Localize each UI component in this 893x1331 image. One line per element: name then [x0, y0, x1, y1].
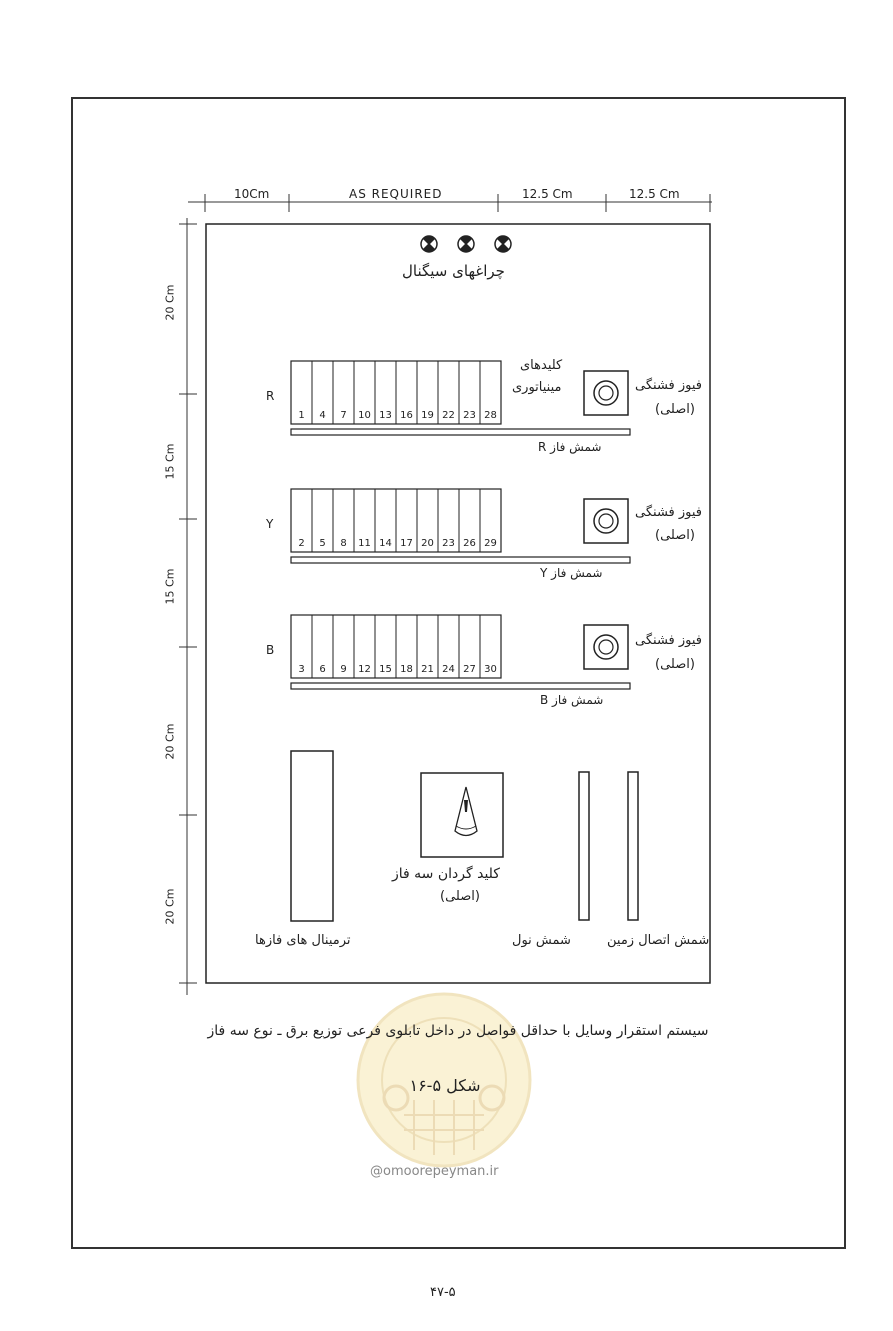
breaker-number: 28 — [484, 410, 497, 421]
breaker-number: 30 — [484, 664, 497, 675]
phase-busbar — [291, 557, 630, 563]
breaker-number: 19 — [421, 410, 434, 421]
fuse-label: فیوز فشنگی — [635, 378, 703, 393]
breaker-number: 13 — [379, 410, 392, 421]
phase-row-label: B — [266, 643, 275, 657]
breaker-number: 26 — [463, 538, 476, 549]
busbar-label: شمش فاز B — [540, 693, 604, 707]
dim-label: 20 Cm — [163, 723, 177, 760]
breaker-row — [291, 489, 630, 563]
phase-terminals-label: ترمینال های فازها — [255, 933, 351, 948]
signal-lamps-label: چراغهای سیگنال — [402, 262, 505, 280]
breaker-number: 11 — [358, 538, 371, 549]
breaker-row — [291, 615, 630, 689]
neutral-busbar-label: شمش نول — [512, 933, 571, 948]
earth-busbar — [628, 772, 638, 920]
fuse-label: (اصلی) — [655, 528, 695, 543]
fuse-label: فیوز فشنگی — [635, 505, 703, 520]
dim-label: 12.5 Cm — [629, 187, 680, 201]
lamp-icon — [495, 236, 511, 252]
breaker-number: 17 — [400, 538, 413, 549]
breaker-number: 16 — [400, 410, 413, 421]
breaker-number: 8 — [340, 538, 347, 549]
busbar-label: شمش فاز R — [538, 440, 602, 454]
rotary-switch-box — [421, 773, 503, 857]
breaker-number: 6 — [319, 664, 326, 675]
breaker-number: 1 — [298, 410, 305, 421]
phase-row-label: R — [266, 389, 275, 403]
neutral-busbar — [579, 772, 589, 920]
phase-busbar — [291, 429, 630, 435]
fuse-icon-inner — [599, 386, 613, 400]
breaker-number: 5 — [319, 538, 326, 549]
breaker-row — [291, 361, 630, 435]
breaker-number: 12 — [358, 664, 371, 675]
breaker-number: 27 — [463, 664, 476, 675]
dim-label: 20 Cm — [163, 888, 177, 925]
breaker-number: 22 — [442, 410, 455, 421]
busbar-label: شمش فاز Y — [540, 566, 603, 580]
fuse-box — [584, 371, 628, 415]
figure-number: شکل ۵-۱۶ — [409, 1076, 481, 1095]
fuse-label: (اصلی) — [655, 402, 695, 417]
breaker-number: 7 — [340, 410, 347, 421]
breaker-number: 20 — [421, 538, 434, 549]
breakers-label: مینیاتوری — [512, 380, 562, 395]
figure-caption: سیستم استقرار وسایل با حداقل فواصل در داخل تابلوی فرعی توزیع برق ـ نوع سه فاز — [207, 1023, 709, 1039]
earth-busbar-label: شمش اتصال زمین — [607, 933, 710, 948]
fuse-label: فیوز فشنگی — [635, 633, 703, 648]
lamp-icon — [458, 236, 474, 252]
rotary-switch-label: کلید گردان سه فاز — [392, 866, 500, 882]
breaker-number: 18 — [400, 664, 413, 675]
breaker-number: 21 — [421, 664, 434, 675]
breaker-number: 23 — [442, 538, 455, 549]
signal-lamps — [421, 236, 511, 252]
breaker-number: 10 — [358, 410, 371, 421]
breaker-number: 29 — [484, 538, 497, 549]
phase-row-label: Y — [266, 517, 274, 531]
dim-label: 12.5 Cm — [522, 187, 573, 201]
breaker-number: 4 — [319, 410, 326, 421]
breaker-number: 24 — [442, 664, 455, 675]
rotary-switch-label: (اصلی) — [440, 889, 480, 904]
fuse-box — [584, 625, 628, 669]
phase-terminal-block — [291, 751, 333, 921]
dim-label: 15 Cm — [163, 443, 177, 480]
breakers-label: کلیدهای — [520, 358, 563, 373]
watermark-url: @omoorepeyman.ir — [370, 1164, 499, 1179]
breaker-number: 15 — [379, 664, 392, 675]
dim-label: 15 Cm — [163, 568, 177, 605]
breaker-rows — [291, 361, 630, 689]
fuse-icon — [594, 635, 618, 659]
dim-label: AS REQUIRED — [349, 187, 443, 201]
breaker-number: 2 — [298, 538, 305, 549]
fuse-box — [584, 499, 628, 543]
page-number: ۴۷-۵ — [430, 1285, 456, 1300]
phase-busbar — [291, 683, 630, 689]
rotary-switch-knob-icon — [455, 787, 477, 836]
fuse-icon-inner — [599, 640, 613, 654]
dim-label: 10Cm — [234, 187, 270, 201]
dim-label: 20 Cm — [163, 284, 177, 321]
breaker-number: 14 — [379, 538, 392, 549]
lamp-icon — [421, 236, 437, 252]
fuse-icon — [594, 381, 618, 405]
breaker-number: 3 — [298, 664, 305, 675]
breaker-number: 23 — [463, 410, 476, 421]
breaker-number: 9 — [340, 664, 347, 675]
fuse-icon-inner — [599, 514, 613, 528]
fuse-icon — [594, 509, 618, 533]
fuse-label: (اصلی) — [655, 657, 695, 672]
